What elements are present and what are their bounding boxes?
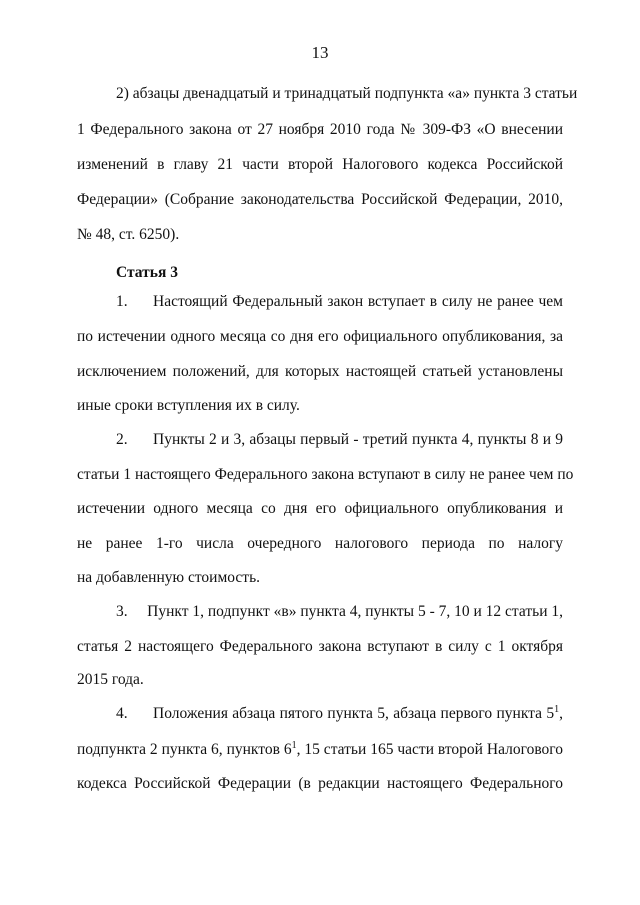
page-number: 13 [311, 43, 329, 62]
item-3-number: 3. [116, 603, 128, 620]
superscript: 1 [554, 704, 560, 715]
item-2-number: 2. [116, 431, 128, 448]
item-4-text-2b: , 15 статьи 165 части второй Налогового [296, 741, 563, 758]
item-2-line-2: статьи 1 настоящего Федерального закона вступают в силу не ранее чем по [77, 466, 574, 483]
item-3-text-1: Пункт 1, подпункт «в» пункта 4, пункты 5 - 7, 10 и 12 статьи 1, [147, 603, 563, 620]
item-2-line-1 [116, 430, 563, 450]
item-1-text-1: Настоящий Федеральный закон вступает в силу не ранее чем [153, 293, 563, 310]
item-4-line-1 [116, 704, 563, 724]
item-1-number: 1. [116, 293, 128, 310]
item-4-number: 4. [116, 705, 128, 722]
item-2-line-5: на добавленную стоимость. [77, 569, 261, 586]
item-2-line-4: не ранее 1-го числа очередного налогового периода по налогу [77, 535, 563, 552]
item-4-text-1b: , [559, 705, 563, 722]
item-4-text-1 [153, 704, 563, 724]
paragraph-2-line-5: № 48, ст. 6250). [77, 226, 180, 243]
article-heading: Статья 3 [116, 264, 178, 281]
paragraph-2-line-3: изменений в главу 21 части второй Налогового кодекса Российской [77, 156, 563, 173]
item-2-text-1: Пункты 2 и 3, абзацы первый - третий пункта 4, пункты 8 и 9 [153, 431, 563, 448]
item-3-line-2: статья 2 настоящего Федерального закона вступают в силу с 1 октября [77, 638, 563, 655]
paragraph-2-line-2: 1 Федерального закона от 27 ноября 2010 года № 309-ФЗ «О внесении [77, 121, 563, 138]
item-2-line-3: истечении одного месяца со дня его официального опубликования и [77, 500, 563, 517]
item-4-text-2a: подпункта 2 пункта 6, пунктов 6 [77, 741, 292, 758]
paragraph-2-line-1: 2) абзацы двенадцатый и тринадцатый подпункта «а» пункта 3 статьи [116, 85, 578, 102]
superscript: 1 [291, 740, 297, 751]
item-3-line-3: 2015 года. [77, 671, 144, 688]
item-1-line-3: исключением положений, для которых настоящей статьей установлены [77, 363, 563, 380]
item-4-line-2 [77, 740, 563, 760]
item-3-line-1 [116, 602, 563, 622]
item-1-line-1 [116, 292, 563, 312]
item-1-line-2: по истечении одного месяца со дня его официального опубликования, за [77, 328, 563, 345]
item-4-text-1a: Положения абзаца пятого пункта 5, абзаца первого пункта 5 [153, 705, 555, 722]
paragraph-2-line-4: Федерации» (Собрание законодательства Российской Федерации, 2010, [77, 191, 563, 208]
item-4-line-3: кодекса Российской Федерации (в редакции настоящего Федерального [77, 775, 563, 792]
item-1-line-4: иные сроки вступления их в силу. [77, 397, 300, 414]
